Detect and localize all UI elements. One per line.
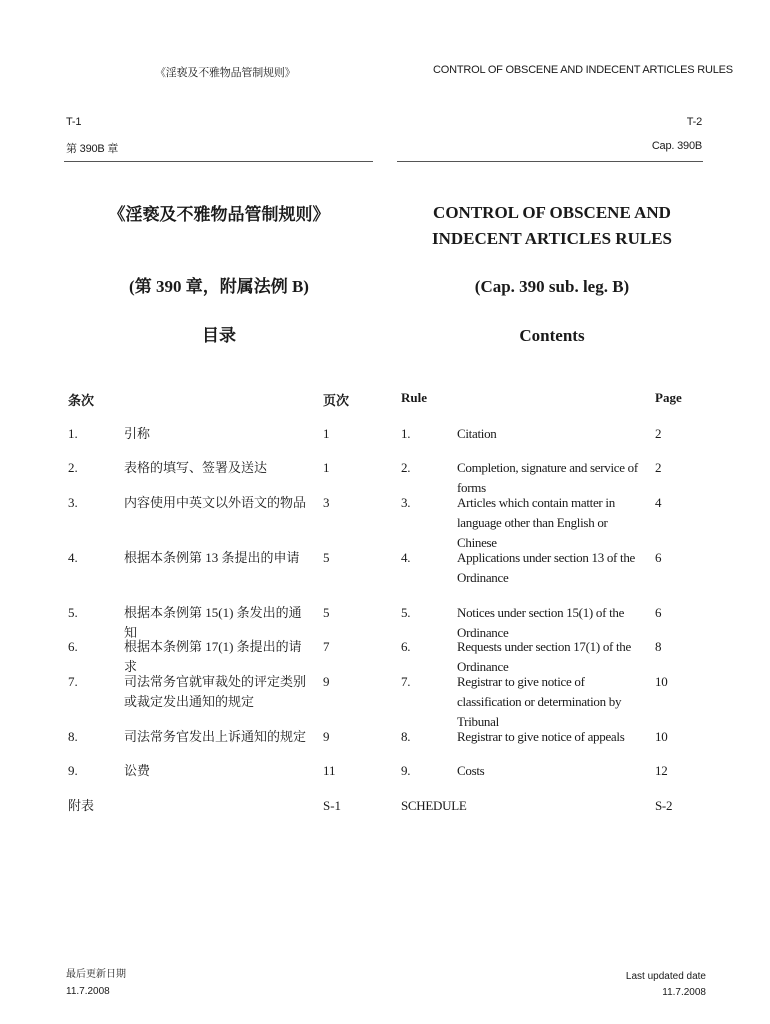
rule-page: 1 — [323, 460, 330, 475]
schedule-label[interactable]: 附表 — [68, 798, 95, 813]
en-contents-heading: Contents — [519, 326, 585, 345]
rule-title[interactable]: 讼费 — [124, 763, 151, 778]
rule-number: 3. — [401, 495, 411, 510]
rule-title[interactable]: 司法常务官就审裁处的评定类别或裁定发出通知的规定 — [124, 674, 307, 709]
footer-en-label: Last updated date — [625, 971, 706, 982]
left-page-number: T-1 — [66, 116, 82, 128]
rule-page: 10 — [655, 729, 668, 744]
header-divider-right — [397, 161, 703, 162]
running-header-en: CONTROL OF OBSCENE AND INDECENT ARTICLES RULES — [433, 64, 733, 76]
schedule-page: S-2 — [655, 798, 673, 813]
rule-title[interactable]: Costs — [457, 763, 485, 778]
rule-number: 8. — [68, 729, 78, 744]
rule-number: 9. — [401, 763, 411, 778]
rule-number: 5. — [401, 605, 411, 620]
rule-number: 2. — [401, 460, 411, 475]
rule-page: 2 — [655, 426, 662, 441]
rule-title[interactable]: Notices under section 15(1) of the Ordinance — [457, 605, 625, 640]
rule-number: 1. — [401, 426, 411, 441]
zh-document-subtitle: (第 390 章，附属法例 B) — [129, 277, 309, 296]
footer-zh-label: 最后更新日期 — [66, 969, 126, 980]
rule-title[interactable]: Citation — [457, 426, 497, 441]
zh-document-title: 《淫亵及不雅物品管制规则》 — [108, 205, 330, 224]
rule-page: 5 — [323, 605, 330, 620]
en-column-header-page: Page — [655, 390, 682, 405]
rule-number: 3. — [68, 495, 78, 510]
rule-title[interactable]: Registrar to give notice of classification or determination by Tribunal — [457, 674, 622, 729]
footer-en-date: 11.7.2008 — [662, 987, 706, 998]
rule-page: 6 — [655, 605, 662, 620]
running-header-zh: 《淫亵及不雅物品管制规则》 — [155, 67, 296, 79]
rule-number: 2. — [68, 460, 78, 475]
rule-number: 4. — [401, 550, 411, 565]
rule-page: 7 — [323, 639, 330, 654]
rule-number: 7. — [401, 674, 411, 689]
rule-number: 7. — [68, 674, 78, 689]
rule-number: 4. — [68, 550, 78, 565]
zh-contents-heading: 目录 — [202, 326, 236, 345]
rule-number: 8. — [401, 729, 411, 744]
zh-column-header-rule: 条次 — [68, 393, 95, 408]
en-column-header-rule: Rule — [401, 390, 427, 405]
rule-title[interactable]: Applications under section 13 of the Ordinance — [457, 550, 636, 585]
rule-page: 8 — [655, 639, 662, 654]
rule-title[interactable]: 内容使用中英文以外语文的物品 — [124, 495, 307, 510]
schedule-label[interactable]: SCHEDULE — [401, 798, 467, 813]
en-document-title: CONTROL OF OBSCENE AND INDECENT ARTICLES RULES — [431, 203, 672, 248]
rule-number: 9. — [68, 763, 78, 778]
footer-zh-date: 11.7.2008 — [66, 986, 110, 997]
rule-number: 6. — [401, 639, 411, 654]
rule-number: 1. — [68, 426, 78, 441]
rule-page: 12 — [655, 763, 668, 778]
rule-number: 6. — [68, 639, 78, 654]
rule-page: 9 — [323, 674, 330, 689]
rule-title[interactable]: Registrar to give notice of appeals — [457, 729, 625, 744]
rule-title[interactable]: 司法常务官发出上诉通知的规定 — [124, 729, 307, 744]
rule-page: 10 — [655, 674, 668, 689]
rule-title[interactable]: Requests under section 17(1) of the Ordinance — [457, 639, 631, 674]
rule-title[interactable]: 根据本条例第 15(1) 条发出的通知 — [124, 605, 302, 640]
rule-number: 5. — [68, 605, 78, 620]
rule-title[interactable]: 表格的填写、签署及送达 — [124, 460, 268, 475]
rule-page: 9 — [323, 729, 330, 744]
right-page-number: T-2 — [686, 116, 702, 128]
rule-page: 5 — [323, 550, 330, 565]
rule-page: 6 — [655, 550, 662, 565]
rule-page: 2 — [655, 460, 662, 475]
schedule-page: S-1 — [323, 798, 342, 813]
header-divider-left — [64, 161, 373, 162]
rule-title[interactable]: 引称 — [124, 426, 151, 441]
rule-title[interactable]: 根据本条例第 17(1) 条提出的请求 — [124, 639, 302, 674]
rule-page: 11 — [323, 763, 336, 778]
rule-page: 1 — [323, 426, 330, 441]
rule-title[interactable]: Completion, signature and service of forms — [457, 460, 638, 495]
en-document-subtitle: (Cap. 390 sub. leg. B) — [474, 277, 630, 296]
right-chapter-label: Cap. 390B — [651, 140, 702, 152]
rule-title[interactable]: Articles which contain matter in language other than English or Chinese — [457, 495, 615, 550]
rule-page: 3 — [323, 495, 330, 510]
rule-title[interactable]: 根据本条例第 13 条提出的申请 — [124, 550, 300, 565]
zh-column-header-page: 页次 — [323, 393, 350, 408]
left-chapter-label: 第 390B 章 — [66, 143, 119, 155]
rule-page: 4 — [655, 495, 662, 510]
